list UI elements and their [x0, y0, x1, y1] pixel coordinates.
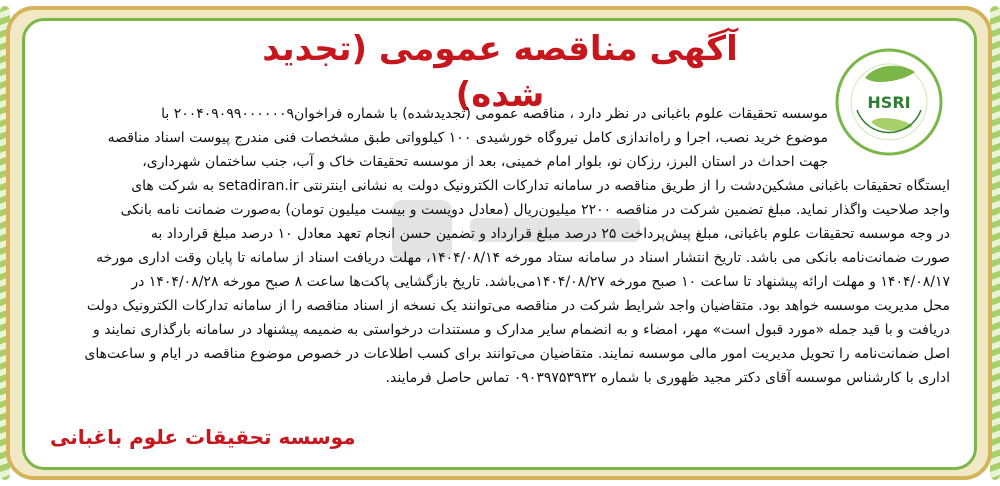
body-line-8: ۱۴۰۴/۰۸/۱۷ و مهلت ارائه پیشنهاد تا ساعت ۱۰ صبح مورخه ۱۴۰۴/۰۸/۲۷می‌باشد. تاریخ بازگشایی پاکت‌ها ساعت ۸ صبح مورخه ۱۴۰۴/۰۸/۲۸ در: [131, 274, 950, 290]
body-line-2: موضوع خرید نصب، اجرا و راه‌اندازی کامل نیروگاه خورشیدی ۱۰۰ کیلوواتی طبق مشخصات فنی مندرج پیوست اسناد مناقصه: [107, 130, 828, 146]
body-line-4: ایستگاه تحقیقات باغبانی مشکین‌دشت را از طریق مناقصه در سامانه تدارکات الکترونیک دولت به نشانی اینترنتی setadiran.ir به شرکت های: [131, 178, 950, 194]
signature: موسسه تحقیقات علوم باغبانی: [50, 425, 356, 449]
body-line-11: اصل ضمانت‌نامه را تحویل مدیریت امور مالی موسسه نمایند. متقاضیان می‌توانند برای کسب اطلاعات در خصوص موضوع مناقصه در ایام و ساعت‌های: [84, 346, 950, 362]
body-line-6: در وجه موسسه تحقیقات علوم باغبانی، مبلغ پیش‌پرداخت ۲۵ درصد مبلغ قرارداد و تضمین حسن انجام تعهد معادل ۱۰ درصد مبلغ قرارداد به: [150, 226, 950, 242]
body-line-12: اداری با کارشناس موسسه آقای دکتر مجید ظهوری با شماره ۰۹۰۳۹۷۵۳۹۳۲ تماس حاصل فرمایند.: [385, 370, 950, 386]
body-line-1: موسسه تحقیقات علوم باغبانی در نظر دارد ، مناقصه عمومی (تجدیدشده) با شماره فراخوان۲۰۰۴۰۹۰۹۹۰۰۰۰۰۰۹ با: [161, 106, 828, 122]
body-line-5: واجد صلاحیت واگذار نماید. مبلغ تضمین شرکت در مناقصه ۲۲۰۰ میلیون‌ریال (معادل دویست و بیست میلیون تومان) به‌صورت ضمانت نامه بانکی: [120, 202, 950, 218]
body-line-7: صورت ضمانت‌نامه بانکی می باشد. تاریخ انتشار اسناد در سامانه ستاد مورخه ۱۴۰۴/۰۸/۱۴، مهلت دریافت اسناد از سامانه تا پایان وقت اداری مورخه: [96, 250, 950, 266]
tender-body: [50, 102, 950, 390]
logo-abbr: HSRI: [867, 93, 911, 112]
body-line-3: جهت احداث در استان البرز، رزکان نو، بلوار امام خمینی، بعد از موسسه تحقیقات خاک و آب، جنب ساختمان شهرداری،: [142, 154, 828, 170]
body-line-10: دریافت و با قید جمله «مورد قبول است» مهر، امضاء و به انضمام سایر مدارک و مستندات درخواستی به ضمیمه پیشنهاد در سامانه بارگذاری نمایند و: [92, 322, 950, 338]
page-title: آگهی مناقصه عمومی (تجدید شده): [262, 29, 738, 115]
body-line-9: محل مدیریت موسسه خواهد بود. متقاضیان واجد شرایط شرکت در مناقصه می‌توانند یک نسخه از اسناد مناقصه را از سامانه تدارکات الکترونیک دولت: [86, 298, 950, 314]
